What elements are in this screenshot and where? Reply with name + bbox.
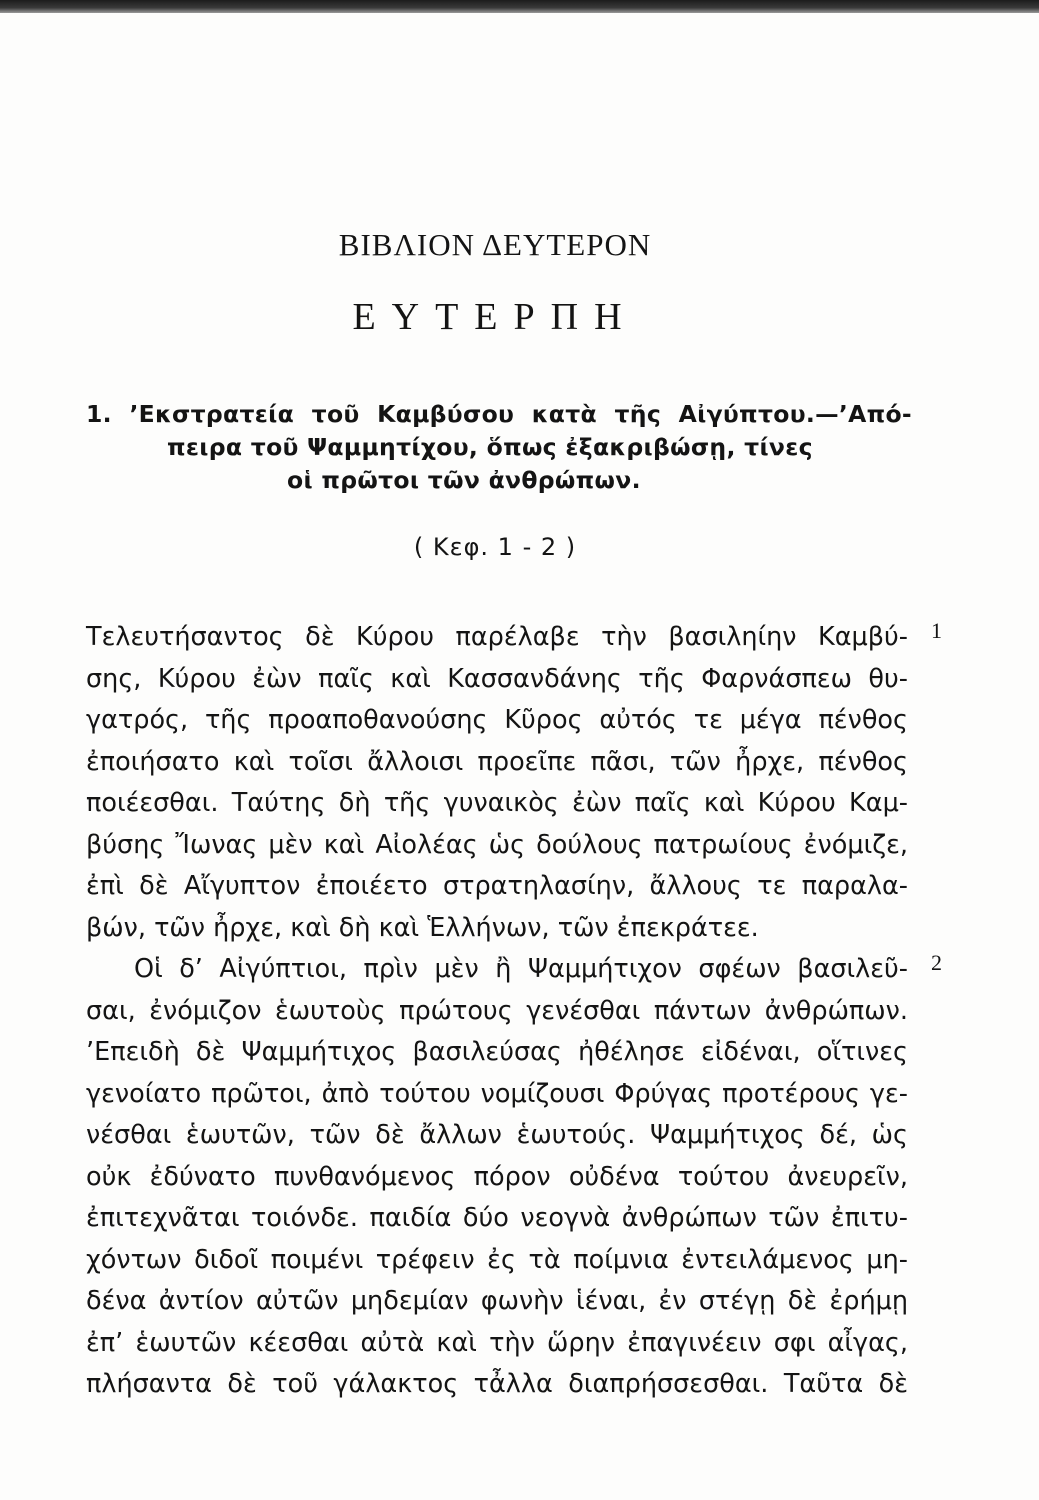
text-line: σης, Κύρου ἐὼν παῖς καὶ Κασσανδάνης τῆς Φαρνάσπεω θυ-	[86, 663, 908, 694]
text-line: ἐπ’ ἑωυτῶν κέεσθαι αὐτὰ καὶ τὴν ὥρην ἐπαγινέειν σφι αἶγας,	[86, 1327, 908, 1358]
book-page	[0, 13, 1039, 1500]
text-line: χόντων διδοῖ ποιμένι τρέφειν ἐς τὰ ποίμνια ἐντειλάμενος μη-	[86, 1244, 908, 1275]
text-line: ἐποιήσατο καὶ τοῖσι ἄλλοισι προεῖπε πᾶσι, τῶν ἦρχε, πένθος	[86, 746, 908, 777]
section-heading-line: οἱ πρῶτοι τῶν ἀνθρώπων.	[287, 466, 641, 494]
section-heading-line: πειρα τοῦ Ψαμμητίχου, ὅπως ἐξακριβώσῃ, τίνες	[167, 433, 813, 461]
paragraph-number: 2	[931, 950, 942, 975]
text-line: ἐπὶ δὲ Αἴγυπτον ἐποιέετο στρατηλασίην, ἄλλους τε παραλα-	[86, 871, 908, 901]
chapter-reference: ( Κεφ. 1 - 2 )	[413, 533, 577, 561]
text-line: γατρός, τῆς προαποθανούσης Κῦρος αὐτός τε μέγα πένθος	[86, 705, 908, 735]
paragraph-number: 1	[931, 618, 942, 643]
text-line: Οἱ δ’ Αἰγύπτιοι, πρὶν μὲν ἢ Ψαμμήτιχον σφέων βασιλεῦ-	[134, 954, 908, 984]
muse-title: ΕΥΤΕΡΠΗ	[352, 296, 638, 338]
scan-top-edge	[0, 0, 1039, 13]
text-line: οὐκ ἐδύνατο πυνθανόμενος πόρον οὐδένα τούτου ἀνευρεῖν,	[86, 1161, 908, 1192]
text-line: βών, τῶν ἦρχε, καὶ δὴ καὶ Ἑλλήνων, τῶν ἐπεκράτεε.	[86, 912, 759, 943]
text-line: σαι, ἐνόμιζον ἑωυτοὺς πρώτους γενέσθαι πάντων ἀνθρώπων.	[86, 995, 908, 1026]
paragraph-2	[86, 949, 908, 1406]
paragraph-1	[86, 617, 908, 949]
body-text	[86, 617, 908, 1406]
section-heading	[86, 398, 912, 497]
section-heading-line: 1. ’Εκστρατεία τοῦ Καμβύσου κατὰ τῆς Αἰγύπτου.—’Από-	[86, 400, 912, 428]
text-line: ποιέεσθαι. Ταύτης δὴ τῆς γυναικὸς ἐὼν παῖς καὶ Κύρου Καμ-	[86, 788, 908, 818]
text-line: βύσης Ἴωνας μὲν καὶ Αἰολέας ὡς δούλους πατρωίους ἐνόμιζε,	[86, 829, 908, 860]
text-line: γενοίατο πρῶτοι, ἀπὸ τούτου νομίζουσι Φρύγας προτέρους γε-	[86, 1078, 908, 1109]
text-line: ἐπιτεχνᾶται τοιόνδε. παιδία δύο νεογνὰ ἀνθρώπων τῶν ἐπιτυ-	[86, 1203, 908, 1233]
text-line: νέσθαι ἑωυτῶν, τῶν δὲ ἄλλων ἑωυτούς. Ψαμμήτιχος δέ, ὡς	[86, 1120, 908, 1150]
book-title: ΒΙΒΛΙΟΝ ΔΕΥΤΕΡΟΝ	[338, 227, 652, 262]
text-line: δένα ἀντίον αὐτῶν μηδεμίαν φωνὴν ἱέναι, ἐν στέγῃ δὲ ἐρήμῃ	[86, 1286, 908, 1316]
text-line: Τελευτήσαντος δὲ Κύρου παρέλαβε τὴν βασιληίην Καμβύ-	[86, 622, 908, 652]
text-line: ’Επειδὴ δὲ Ψαμμήτιχος βασιλεύσας ἠθέλησε εἰδέναι, οἵτινες	[86, 1037, 908, 1067]
text-line: πλήσαντα δὲ τοῦ γάλακτος τἆλλα διαπρήσσεσθαι. Ταῦτα δὲ	[86, 1369, 908, 1399]
